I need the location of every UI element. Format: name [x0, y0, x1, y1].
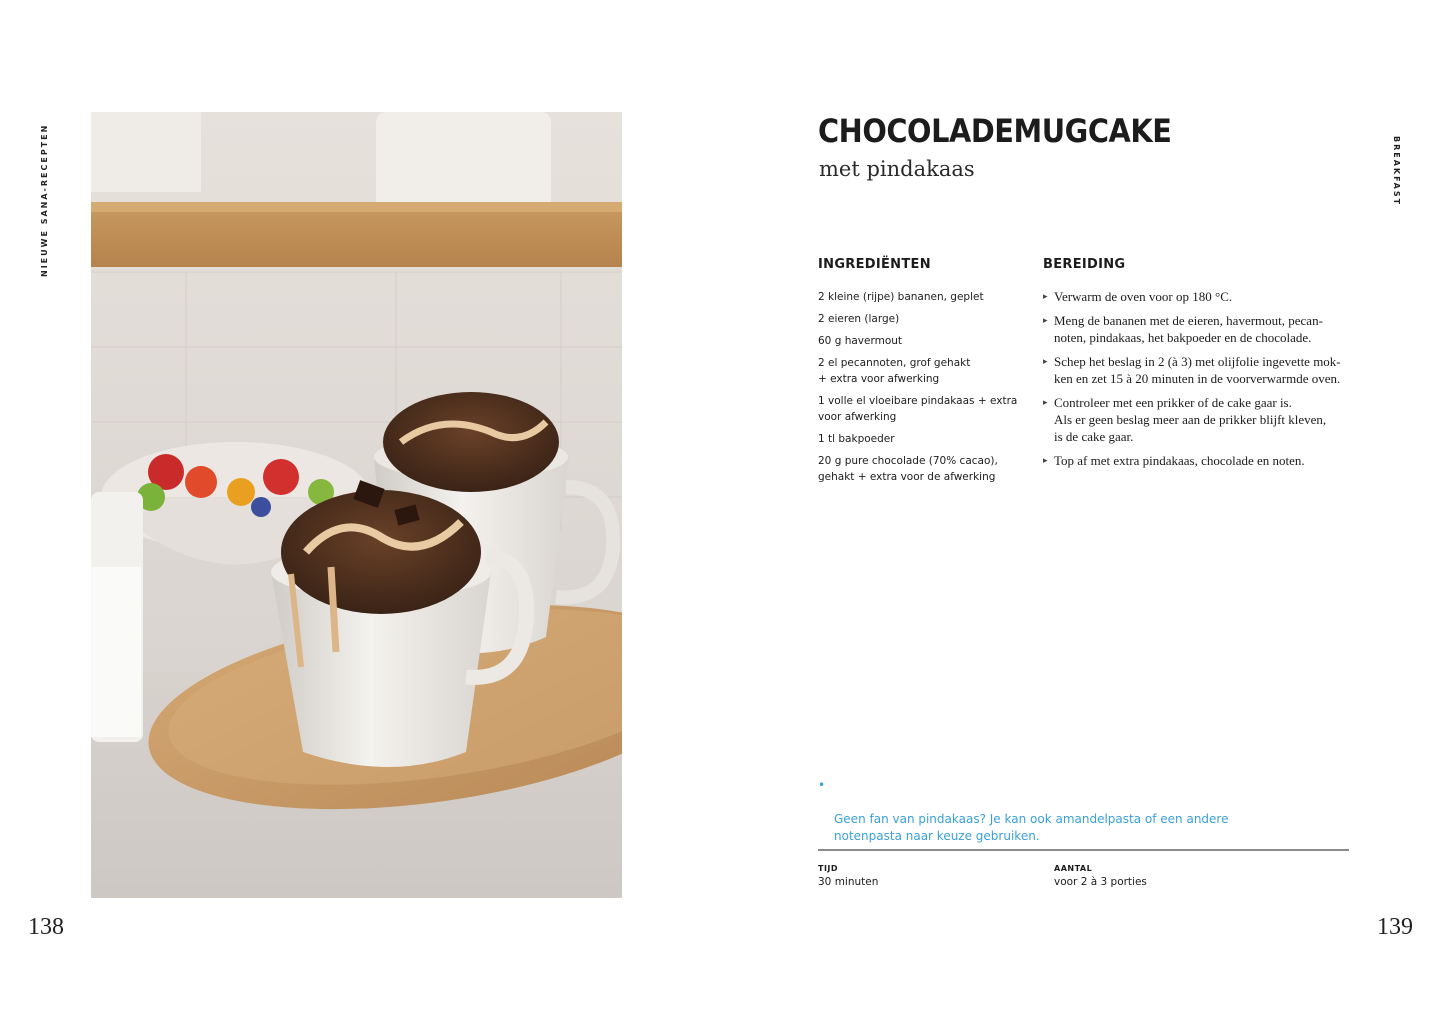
footer-divider — [818, 849, 1349, 851]
triangle-bullet-icon: ▸ — [1043, 356, 1048, 366]
ingredients-list — [818, 289, 1018, 491]
page-number-left: 138 — [28, 914, 64, 940]
ingredient-item: 1 volle el vloeibare pindakaas + extra voor afwerking — [818, 395, 1018, 423]
recipe-tip-text: Geen fan van pindakaas? Je kan ook amandelpasta of een andere notenpasta naar keuze gebruiken. — [834, 812, 1229, 843]
method-step-text: Meng de bananen met de eieren, havermout, pecan- noten, pindakaas, het bakpoeder en de chocolade. — [1054, 313, 1323, 345]
ingredients-heading: INGREDIËNTEN — [818, 257, 931, 272]
running-head-right: BREAKFAST — [1392, 136, 1401, 207]
triangle-bullet-icon: ▸ — [1043, 315, 1048, 325]
method-step — [1043, 288, 1355, 305]
ingredient-item: 1 tl bakpoeder — [818, 433, 895, 445]
method-steps — [1043, 288, 1355, 476]
method-step — [1043, 452, 1355, 469]
recipe-title: CHOCOLADEMUGCAKE — [818, 112, 1172, 150]
method-step-text: Schep het beslag in 2 (à 3) met olijfolie ingevette mok- ken en zet 15 à 20 minuten in de voorverwarmde oven. — [1054, 354, 1341, 386]
page-number-right: 139 — [1377, 914, 1413, 940]
triangle-bullet-icon: ▸ — [1043, 291, 1048, 301]
ingredient-item: 2 kleine (rijpe) bananen, geplet — [818, 291, 984, 303]
servings-value: voor 2 à 3 porties — [1054, 876, 1147, 888]
method-step-text: Controleer met een prikker of de cake gaar is. Als er geen beslag meer aan de prikker blijft kleven, is de cake gaar. — [1054, 395, 1327, 444]
method-step — [1043, 394, 1355, 445]
time-label: TIJD — [818, 864, 839, 873]
servings-label: AANTAL — [1054, 864, 1093, 873]
ingredient-item: 2 eieren (large) — [818, 313, 900, 325]
method-step-text: Top af met extra pindakaas, chocolade en noten. — [1054, 453, 1305, 468]
running-head-left: NIEUWE SANA-RECEPTEN — [40, 123, 49, 277]
ingredient-item: 20 g pure chocolade (70% cacao), gehakt + extra voor de afwerking — [818, 455, 998, 483]
method-step-text: Verwarm de oven voor op 180 °C. — [1054, 289, 1233, 304]
recipe-tip — [818, 777, 1274, 845]
recipe-photo — [91, 112, 622, 898]
ingredient-item: 2 el pecannoten, grof gehakt + extra voor afwerking — [818, 357, 971, 385]
dot-bullet-icon: • — [818, 778, 826, 792]
method-step — [1043, 312, 1355, 346]
recipe-subtitle: met pindakaas — [819, 157, 975, 181]
time-value: 30 minuten — [818, 876, 879, 888]
method-heading: BEREIDING — [1043, 257, 1126, 272]
triangle-bullet-icon: ▸ — [1043, 455, 1048, 465]
triangle-bullet-icon: ▸ — [1043, 397, 1048, 407]
ingredient-item: 60 g havermout — [818, 335, 903, 347]
method-step — [1043, 353, 1355, 387]
